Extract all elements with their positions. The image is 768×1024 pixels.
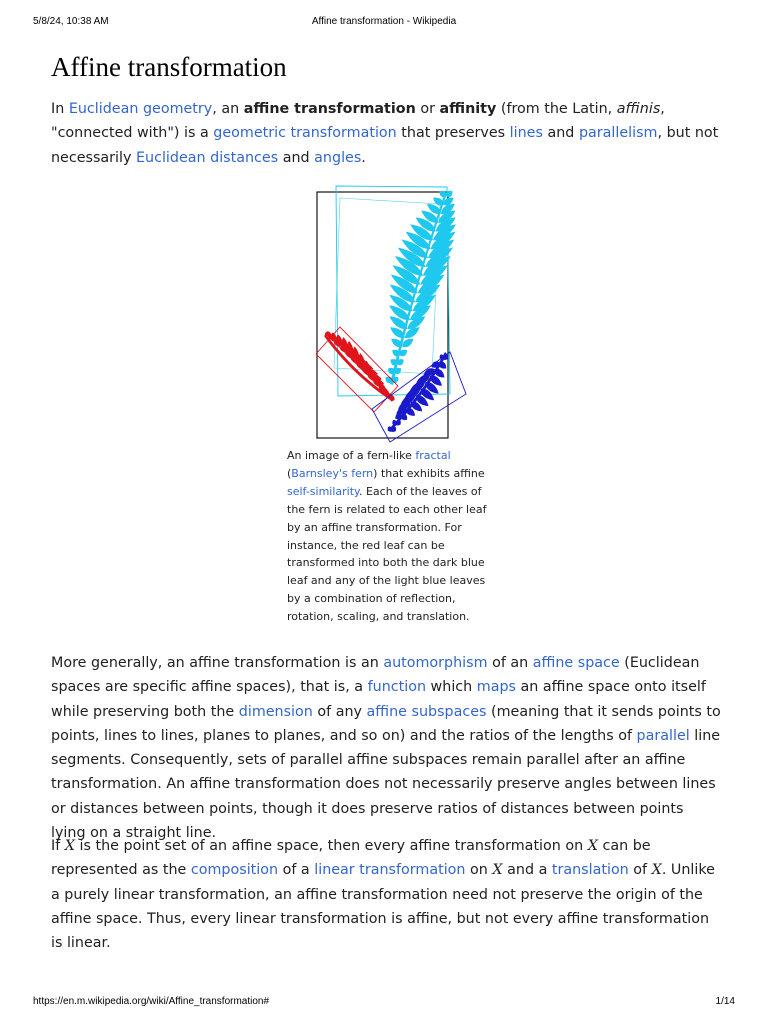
link-self-similarity[interactable]: self-similarity	[287, 484, 359, 498]
print-header	[33, 16, 735, 30]
link-affine-space[interactable]: affine space	[532, 655, 620, 671]
math-x: X	[64, 838, 75, 854]
print-doc-title: Affine transformation - Wikipedia	[311, 16, 457, 27]
link-function[interactable]: function	[367, 679, 427, 696]
link-automorphism[interactable]: automorphism	[383, 655, 488, 671]
term-affinity: affinity	[439, 101, 497, 117]
red-leaf	[324, 331, 396, 402]
link-angles[interactable]: angles	[314, 149, 362, 166]
link-linear-transformation[interactable]: linear transformation	[314, 862, 466, 879]
term-affine-transformation: affine transformation	[243, 101, 416, 117]
figure-caption: An image of a fern-like fractal (Barnsley's fern) that exhibits affine self-similarity. Each of the leaves of the fern is related to each other leaf by an affine transformation. For instance, the red leaf can be transformed into both the dark blue leaf and any of the light blue leaves by a combination of reflection, rotation, scaling, and translation.	[287, 449, 487, 624]
barnsley-fern-figure[interactable]	[310, 184, 480, 446]
link-translation[interactable]: translation	[551, 862, 629, 879]
link-euclidean-distances[interactable]: Euclidean distances	[136, 149, 279, 166]
link-dimension[interactable]: dimension	[238, 703, 313, 720]
print-datetime: 5/8/24, 10:38 AM	[33, 16, 109, 27]
link-affine-subspaces[interactable]: affine subspaces	[366, 703, 487, 720]
link-parallel[interactable]: parallel	[636, 727, 690, 744]
print-page-number: 1/14	[715, 996, 735, 1007]
link-maps[interactable]: maps	[476, 679, 516, 696]
point-set-paragraph: If X is the point set of an affine space, then every affine transformation on X can be represented as the composition of a linear transformation on X and a translation of X. Unlike a purely linear transformation, an affine transformation need not preserve the origin of the affine space. Thus, every linear transformation is affine, but not every affine transformation is linear.	[51, 838, 715, 952]
link-lines[interactable]: lines	[509, 125, 543, 142]
math-x: X	[587, 838, 598, 854]
link-geometric-transformation[interactable]: geometric transformation	[213, 125, 397, 142]
generality-paragraph: More generally, an affine transformation is an automorphism of an affine space (Euclidean spaces are specific affine spaces), that is, a function which maps an affine space onto itself while preserving both the dimension of any affine subspaces (meaning that it sends points to points, lines to lines, planes to planes, and so on) and the ratios of the lengths of parallel line segments. Consequently, sets of parallel affine subspaces remain parallel after an affine transformation. An affine transformation does not necessarily preserve angles between lines or distances between points, though it does preserve ratios of distances between points lying on a straight line.	[51, 655, 721, 842]
math-x: X	[492, 862, 503, 879]
link-composition[interactable]: composition	[190, 862, 279, 879]
barnsley-fern-image	[310, 184, 480, 446]
page-title: Affine transformation	[51, 52, 287, 82]
print-footer	[33, 996, 735, 1010]
latin-affinis: affinis	[616, 101, 661, 117]
print-url: https://en.m.wikipedia.org/wiki/Affine_transformation#	[33, 996, 270, 1007]
link-euclidean-geometry[interactable]: Euclidean geometry	[68, 101, 213, 117]
link-barnsleys-fern[interactable]: Barnsley's fern	[291, 466, 374, 480]
math-x: X	[651, 862, 662, 879]
link-parallelism[interactable]: parallelism	[578, 125, 658, 142]
intro-paragraph: In Euclidean geometry, an affine transformation or affinity (from the Latin, affinis, "connected with") is a geometric transformation that preserves lines and parallelism, but not necessarily Euclidean distances and angles.	[51, 101, 719, 166]
link-fractal[interactable]: fractal	[415, 449, 451, 462]
